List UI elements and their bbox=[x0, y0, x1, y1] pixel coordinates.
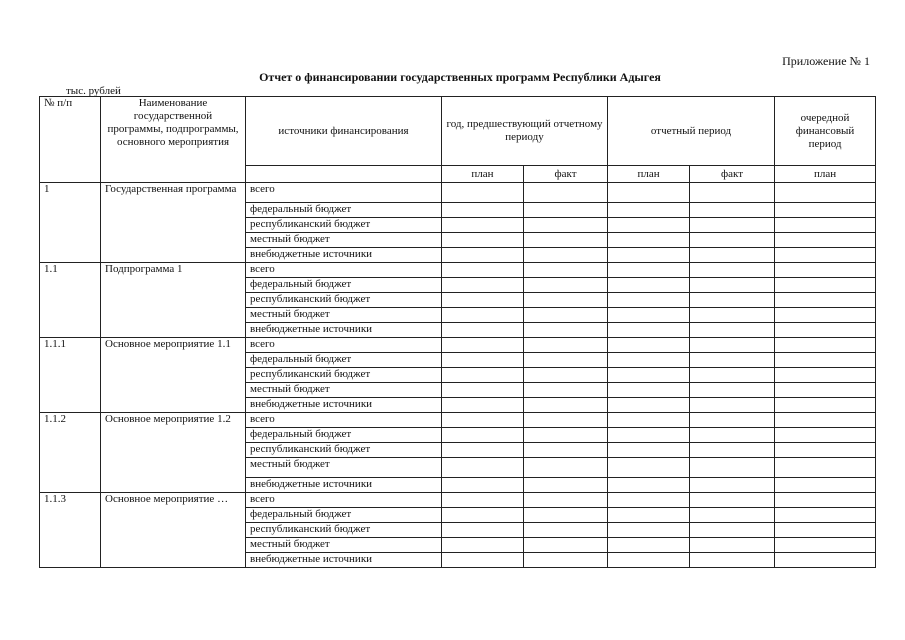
value-cell bbox=[608, 413, 690, 428]
value-cell bbox=[524, 368, 608, 383]
value-cell bbox=[524, 233, 608, 248]
table-row bbox=[40, 413, 876, 428]
value-cell bbox=[775, 338, 876, 353]
value-cell bbox=[524, 398, 608, 413]
source-cell: всего bbox=[246, 413, 442, 428]
value-cell bbox=[690, 383, 775, 398]
value-cell bbox=[442, 218, 524, 233]
subheader-prev-plan: план bbox=[442, 166, 524, 183]
source-cell: внебюджетные источники bbox=[246, 553, 442, 568]
value-cell bbox=[690, 443, 775, 458]
value-cell bbox=[608, 508, 690, 523]
value-cell bbox=[690, 293, 775, 308]
value-cell bbox=[690, 218, 775, 233]
table-row bbox=[40, 493, 876, 508]
value-cell bbox=[775, 538, 876, 553]
value-cell bbox=[608, 443, 690, 458]
source-cell: всего bbox=[246, 338, 442, 353]
value-cell bbox=[775, 398, 876, 413]
value-cell bbox=[608, 398, 690, 413]
value-cell bbox=[524, 493, 608, 508]
value-cell bbox=[442, 553, 524, 568]
value-cell bbox=[442, 278, 524, 293]
value-cell bbox=[524, 458, 608, 478]
value-cell bbox=[775, 183, 876, 203]
source-cell: всего bbox=[246, 183, 442, 203]
value-cell bbox=[442, 443, 524, 458]
subheader-next-plan: план bbox=[775, 166, 876, 183]
value-cell bbox=[608, 538, 690, 553]
value-cell bbox=[690, 493, 775, 508]
source-cell: внебюджетные источники bbox=[246, 323, 442, 338]
row-number: 1 bbox=[40, 183, 101, 263]
value-cell bbox=[690, 523, 775, 538]
value-cell bbox=[524, 218, 608, 233]
value-cell bbox=[442, 493, 524, 508]
value-cell bbox=[524, 203, 608, 218]
value-cell bbox=[775, 478, 876, 493]
value-cell bbox=[524, 553, 608, 568]
value-cell bbox=[442, 413, 524, 428]
value-cell bbox=[608, 553, 690, 568]
value-cell bbox=[775, 428, 876, 443]
value-cell bbox=[524, 263, 608, 278]
row-name: Основное мероприятие 1.2 bbox=[101, 413, 246, 493]
value-cell bbox=[775, 248, 876, 263]
source-cell: республиканский бюджет bbox=[246, 293, 442, 308]
column-header-next-period: очередной финансовый период bbox=[775, 97, 876, 166]
source-cell: федеральный бюджет bbox=[246, 508, 442, 523]
source-cell: всего bbox=[246, 493, 442, 508]
value-cell bbox=[442, 523, 524, 538]
value-cell bbox=[775, 323, 876, 338]
source-cell: местный бюджет bbox=[246, 233, 442, 248]
value-cell bbox=[775, 383, 876, 398]
table-row bbox=[40, 338, 876, 353]
value-cell bbox=[690, 508, 775, 523]
value-cell bbox=[690, 278, 775, 293]
value-cell bbox=[524, 248, 608, 263]
value-cell bbox=[442, 368, 524, 383]
value-cell bbox=[608, 428, 690, 443]
value-cell bbox=[608, 368, 690, 383]
source-cell: местный бюджет bbox=[246, 308, 442, 323]
table-row bbox=[40, 263, 876, 278]
value-cell bbox=[775, 413, 876, 428]
sources-subheader-blank bbox=[246, 166, 442, 183]
value-cell bbox=[608, 308, 690, 323]
value-cell bbox=[775, 443, 876, 458]
value-cell bbox=[775, 218, 876, 233]
value-cell bbox=[608, 323, 690, 338]
report-title: Отчет о финансировании государственных программ Республики Адыгея bbox=[259, 70, 661, 84]
row-name: Государственная программа bbox=[101, 183, 246, 263]
value-cell bbox=[775, 278, 876, 293]
value-cell bbox=[524, 443, 608, 458]
value-cell bbox=[775, 493, 876, 508]
value-cell bbox=[442, 383, 524, 398]
value-cell bbox=[608, 218, 690, 233]
value-cell bbox=[442, 478, 524, 493]
value-cell bbox=[690, 553, 775, 568]
value-cell bbox=[690, 263, 775, 278]
value-cell bbox=[608, 383, 690, 398]
value-cell bbox=[690, 183, 775, 203]
column-header-sources: источники финансирования bbox=[246, 97, 442, 166]
column-header-number: № п/п bbox=[40, 97, 101, 183]
value-cell bbox=[690, 478, 775, 493]
row-name: Основное мероприятие … bbox=[101, 493, 246, 568]
units-label: тыс. рублей bbox=[66, 85, 121, 97]
value-cell bbox=[775, 263, 876, 278]
value-cell bbox=[608, 523, 690, 538]
value-cell bbox=[442, 203, 524, 218]
value-cell bbox=[690, 308, 775, 323]
row-number: 1.1 bbox=[40, 263, 101, 338]
subheader-report-plan: план bbox=[608, 166, 690, 183]
value-cell bbox=[608, 183, 690, 203]
value-cell bbox=[442, 323, 524, 338]
value-cell bbox=[608, 478, 690, 493]
value-cell bbox=[524, 353, 608, 368]
value-cell bbox=[608, 278, 690, 293]
value-cell bbox=[442, 338, 524, 353]
value-cell bbox=[442, 353, 524, 368]
table-row bbox=[40, 183, 876, 203]
value-cell bbox=[690, 353, 775, 368]
value-cell bbox=[690, 398, 775, 413]
value-cell bbox=[608, 263, 690, 278]
value-cell bbox=[690, 323, 775, 338]
source-cell: внебюджетные источники bbox=[246, 248, 442, 263]
source-cell: всего bbox=[246, 263, 442, 278]
financing-table bbox=[39, 96, 876, 568]
source-cell: местный бюджет bbox=[246, 383, 442, 398]
column-header-name: Наименование государственной программы, подпрограммы, основного мероприятия bbox=[101, 97, 246, 183]
value-cell bbox=[690, 368, 775, 383]
value-cell bbox=[524, 478, 608, 493]
value-cell bbox=[524, 278, 608, 293]
source-cell: республиканский бюджет bbox=[246, 218, 442, 233]
source-cell: местный бюджет bbox=[246, 458, 442, 478]
value-cell bbox=[690, 413, 775, 428]
row-number: 1.1.2 bbox=[40, 413, 101, 493]
source-cell: республиканский бюджет bbox=[246, 443, 442, 458]
value-cell bbox=[524, 508, 608, 523]
value-cell bbox=[524, 338, 608, 353]
value-cell bbox=[690, 338, 775, 353]
value-cell bbox=[442, 183, 524, 203]
row-name: Основное мероприятие 1.1 bbox=[101, 338, 246, 413]
source-cell: федеральный бюджет bbox=[246, 278, 442, 293]
value-cell bbox=[775, 353, 876, 368]
value-cell bbox=[608, 353, 690, 368]
value-cell bbox=[775, 553, 876, 568]
value-cell bbox=[690, 203, 775, 218]
source-cell: внебюджетные источники bbox=[246, 478, 442, 493]
value-cell bbox=[608, 203, 690, 218]
value-cell bbox=[608, 458, 690, 478]
value-cell bbox=[775, 233, 876, 248]
value-cell bbox=[775, 523, 876, 538]
value-cell bbox=[690, 458, 775, 478]
value-cell bbox=[524, 523, 608, 538]
value-cell bbox=[442, 308, 524, 323]
value-cell bbox=[608, 233, 690, 248]
value-cell bbox=[442, 508, 524, 523]
value-cell bbox=[524, 413, 608, 428]
column-header-previous-year: год, предшествующий отчетному периоду bbox=[442, 97, 608, 166]
value-cell bbox=[608, 248, 690, 263]
value-cell bbox=[775, 203, 876, 218]
value-cell bbox=[690, 248, 775, 263]
value-cell bbox=[442, 233, 524, 248]
subheader-prev-fact: факт bbox=[524, 166, 608, 183]
value-cell bbox=[442, 458, 524, 478]
header-row-top bbox=[40, 97, 876, 166]
value-cell bbox=[442, 538, 524, 553]
source-cell: республиканский бюджет bbox=[246, 523, 442, 538]
source-cell: федеральный бюджет bbox=[246, 428, 442, 443]
source-cell: федеральный бюджет bbox=[246, 203, 442, 218]
value-cell bbox=[775, 308, 876, 323]
value-cell bbox=[690, 538, 775, 553]
value-cell bbox=[524, 323, 608, 338]
value-cell bbox=[442, 398, 524, 413]
source-cell: федеральный бюджет bbox=[246, 353, 442, 368]
value-cell bbox=[690, 233, 775, 248]
value-cell bbox=[442, 428, 524, 443]
appendix-label: Приложение № 1 bbox=[782, 54, 870, 68]
value-cell bbox=[775, 458, 876, 478]
value-cell bbox=[608, 293, 690, 308]
value-cell bbox=[524, 383, 608, 398]
value-cell bbox=[775, 293, 876, 308]
value-cell bbox=[524, 308, 608, 323]
value-cell bbox=[608, 493, 690, 508]
value-cell bbox=[524, 538, 608, 553]
source-cell: республиканский бюджет bbox=[246, 368, 442, 383]
row-number: 1.1.3 bbox=[40, 493, 101, 568]
value-cell bbox=[524, 428, 608, 443]
value-cell bbox=[442, 293, 524, 308]
value-cell bbox=[442, 263, 524, 278]
value-cell bbox=[775, 508, 876, 523]
row-number: 1.1.1 bbox=[40, 338, 101, 413]
source-cell: местный бюджет bbox=[246, 538, 442, 553]
row-name: Подпрограмма 1 bbox=[101, 263, 246, 338]
column-header-reporting-period: отчетный период bbox=[608, 97, 775, 166]
value-cell bbox=[775, 368, 876, 383]
value-cell bbox=[442, 248, 524, 263]
value-cell bbox=[524, 183, 608, 203]
subheader-report-fact: факт bbox=[690, 166, 775, 183]
source-cell: внебюджетные источники bbox=[246, 398, 442, 413]
value-cell bbox=[690, 428, 775, 443]
value-cell bbox=[608, 338, 690, 353]
value-cell bbox=[524, 293, 608, 308]
